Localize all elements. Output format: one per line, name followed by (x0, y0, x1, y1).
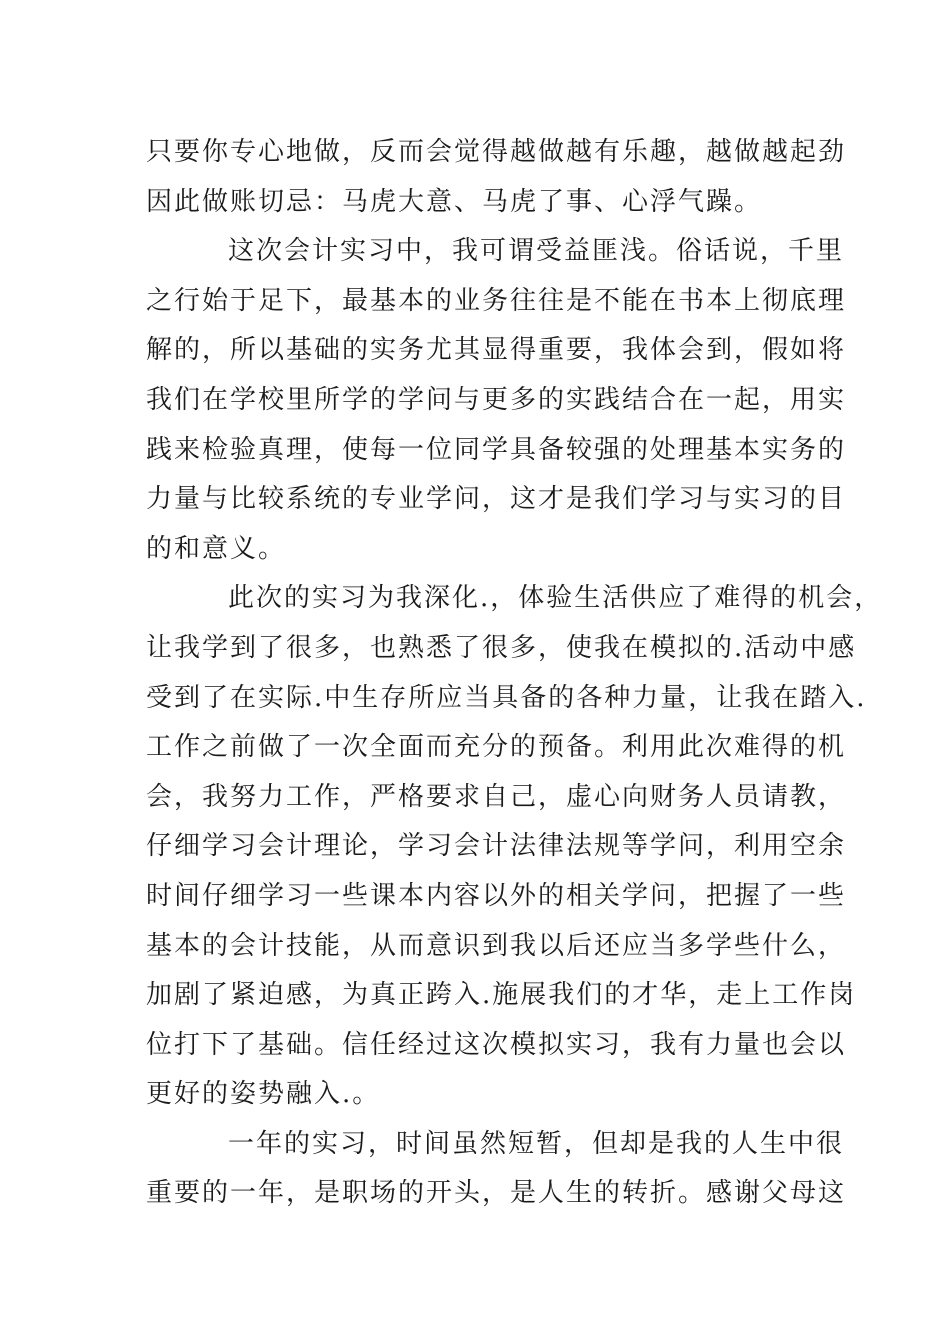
text-line: 践来检验真理，使每一位同学具备较强的处理基本实务的 (146, 434, 847, 465)
paragraph-start-line: 此次的实习为我深化.，体验生活供应了难得的机会， (228, 583, 883, 614)
text-line: 力量与比较系统的专业学问，这才是我们学习与实习的目 (146, 484, 847, 515)
paragraph-start-line: 这次会计实习中，我可谓受益匪浅。俗话说，千里 (228, 236, 845, 267)
text-line: 我们在学校里所学的学问与更多的实践结合在一起，用实 (146, 384, 847, 415)
text-line: 仔细学习会计理论，学习会计法律法规等学问，利用空余 (146, 831, 847, 862)
text-line: 位打下了基础。信任经过这次模拟实习，我有力量也会以 (146, 1029, 847, 1060)
text-line: 重要的一年，是职场的开头，是人生的转折。感谢父母这 (146, 1178, 847, 1209)
text-line: 工作之前做了一次全面而充分的预备。利用此次难得的机 (146, 732, 847, 763)
text-line: 更好的姿势融入.。 (146, 1079, 381, 1110)
body-text (146, 128, 883, 1219)
text-line: 之行始于足下，最基本的业务往往是不能在书本上彻底理 (146, 285, 847, 316)
text-line: 加剧了紧迫感，为真正跨入.施展我们的才华，走上工作岗 (146, 980, 857, 1011)
text-line: 基本的会计技能，从而意识到我以后还应当多学些什么， (146, 930, 847, 961)
text-line: 只要你专心地做，反而会觉得越做越有乐趣，越做越起劲 (146, 137, 847, 167)
text-line: 因此做账切忌：马虎大意、马虎了事、心浮气躁。 (146, 186, 763, 217)
text-line: 会，我努力工作，严格要求自己，虚心向财务人员请教， (146, 781, 847, 812)
text-line: 受到了在实际.中生存所应当具备的各种力量，让我在踏入. (146, 682, 867, 713)
paragraph-start-line: 一年的实习，时间虽然短暂，但却是我的人生中很 (228, 1128, 845, 1159)
text-line: 解的，所以基础的实务尤其显得重要，我体会到，假如将 (146, 335, 847, 366)
text-line: 让我学到了很多，也熟悉了很多，使我在模拟的.活动中感 (146, 632, 857, 663)
text-line: 时间仔细学习一些课本内容以外的相关学问，把握了一些 (146, 880, 847, 911)
text-line: 的和意义。 (146, 533, 287, 564)
